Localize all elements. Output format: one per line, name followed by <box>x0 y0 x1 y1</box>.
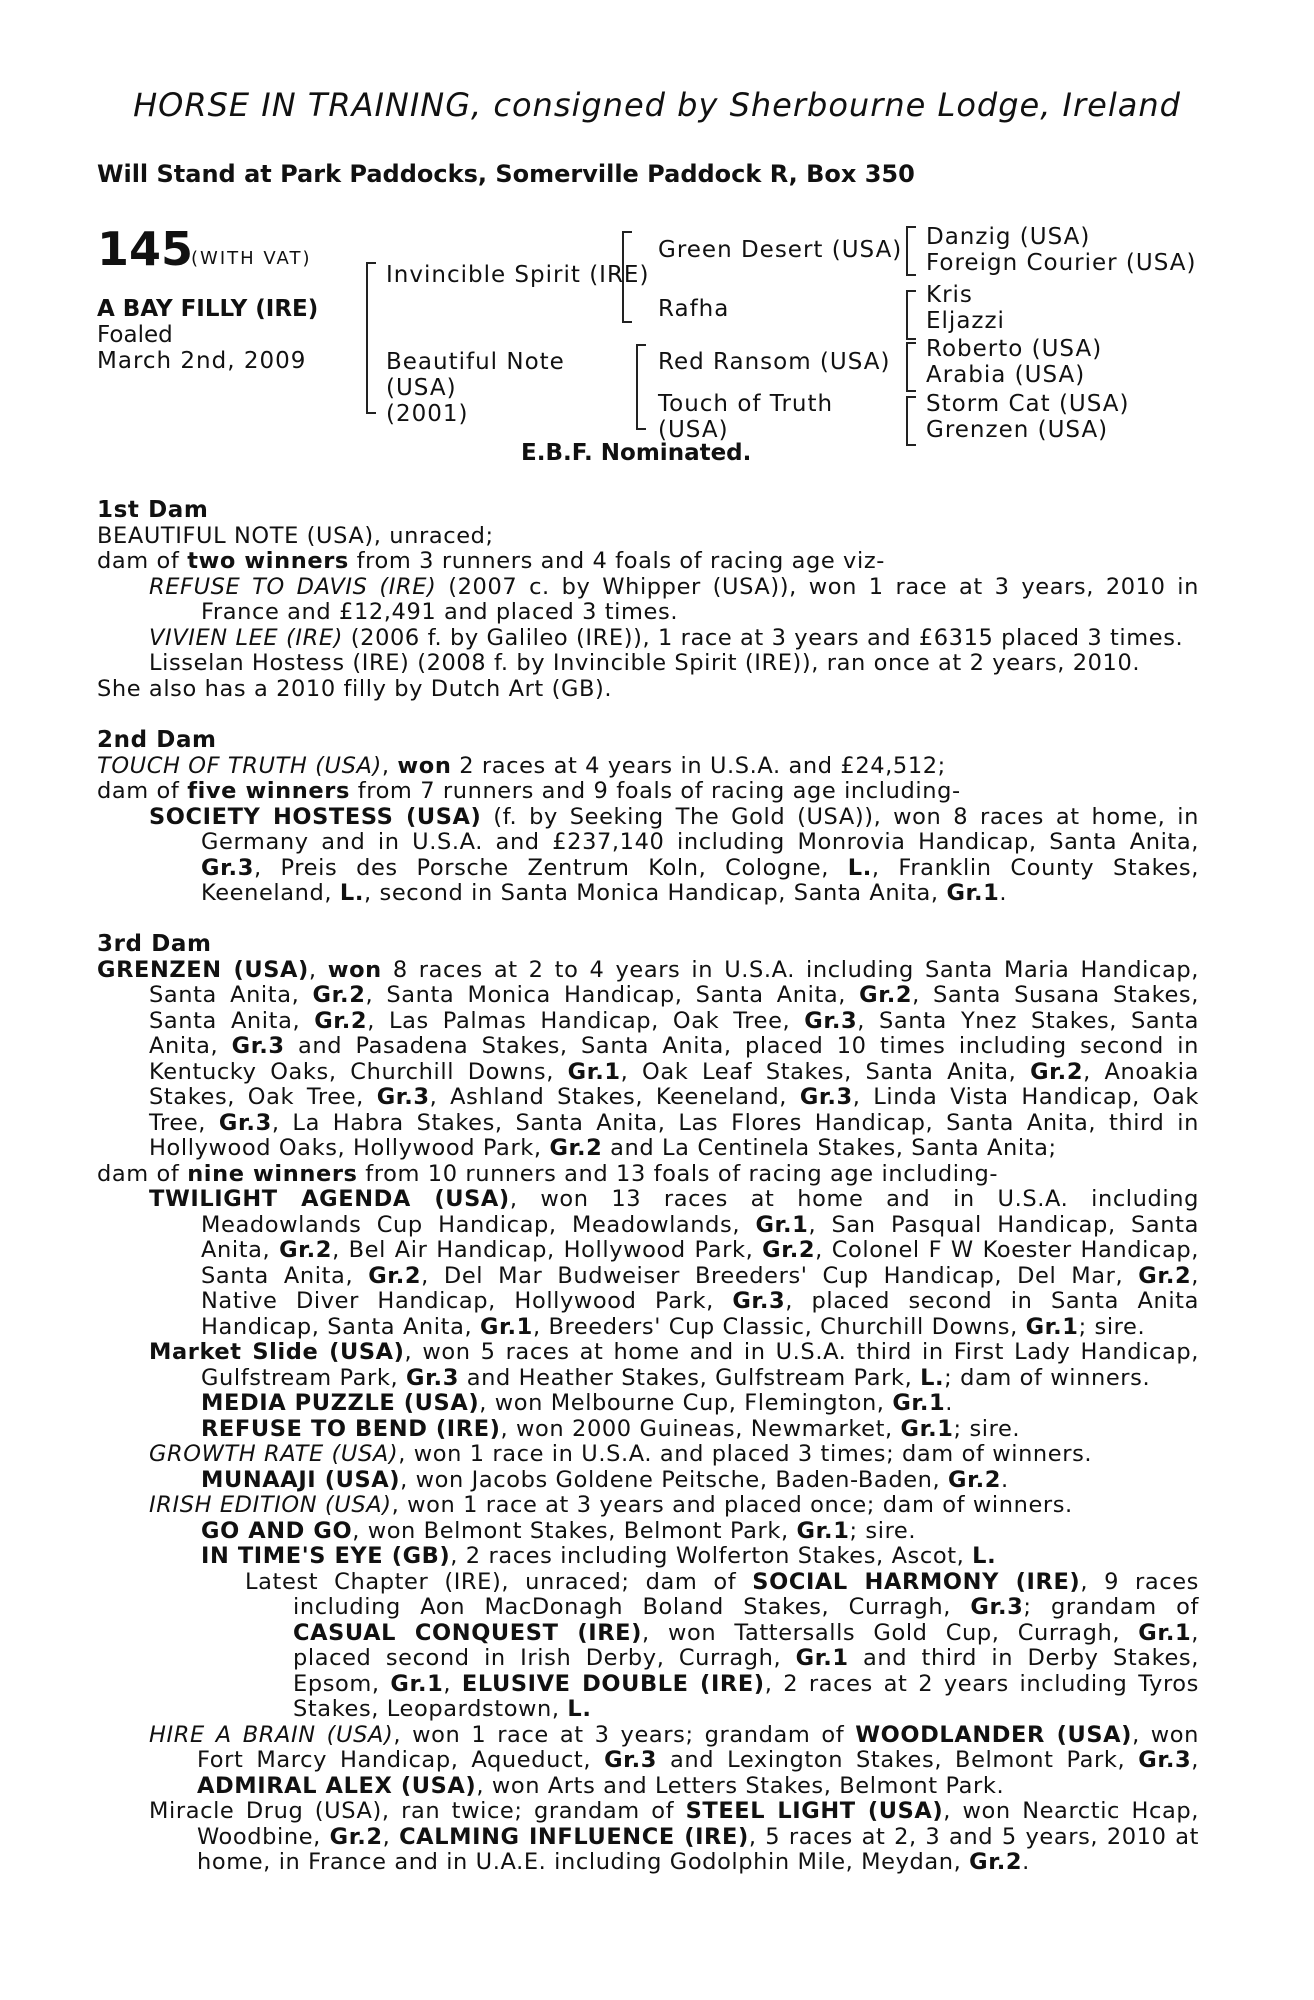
first-dam-heading: 1st Dam <box>97 497 209 523</box>
progeny-market-slide: Market Slide (USA), won 5 races at home and in U.S.A. third in First Lady Handicap, Gulfstream Park, Gr.3 and Heather Stakes, Gulfstream Park, L.; dam of winners. <box>149 1339 1199 1391</box>
progeny-munaaji: MUNAAJI (USA), won Jacobs Goldene Peitsche, Baden-Baden, Gr.2. <box>201 1466 1009 1493</box>
third-dam-produce: dam of nine winners from 10 runners and 13 foals of racing age including- <box>97 1160 999 1187</box>
pedigree-sire-sire: Green Desert (USA) <box>658 237 903 263</box>
pedigree-dam-dam-line2: (USA) <box>658 417 729 443</box>
progeny-vivien-lee: VIVIEN LEE (IRE) (2006 f. by Galileo (IRE)), 1 race at 3 years and £6315 placed 3 times. <box>149 624 1184 651</box>
first-dam-section <box>97 498 1199 702</box>
progeny-media-puzzle: MEDIA PUZZLE (USA), won Melbourne Cup, Flemington, Gr.1. <box>201 1390 954 1416</box>
second-dam-line: TOUCH OF TRUTH (USA), won 2 races at 4 years in U.S.A. and £24,512; <box>97 752 946 779</box>
third-dam-section <box>97 932 1199 1876</box>
progeny-go-and-go: GO AND GO, won Belmont Stakes, Belmont Park, Gr.1; sire. <box>201 1517 917 1544</box>
lot-number: 145 <box>97 222 194 276</box>
pedigree-dam-dam-sire: Storm Cat (USA) <box>926 391 1130 417</box>
progeny-miracle-drug: Miracle Drug (USA), ran twice; grandam of STEEL LIGHT (USA), won Nearctic Hcap, Woodbine, Gr.2, CALMING INFLUENCE (IRE), 5 races at 2, 3 and 5 years, 2010 at home, in France and in U.A.E. including Godolphin Mile, Meydan, Gr.2. <box>149 1798 1200 1875</box>
pedigree-dam-line1: Beautiful Note <box>386 349 565 375</box>
second-dam-section <box>97 728 1199 907</box>
vat-note: (WITH VAT) <box>191 248 312 269</box>
pedigree-bracket-gs1 <box>906 226 916 276</box>
first-dam-line: BEAUTIFUL NOTE (USA), unraced; <box>97 522 494 549</box>
pedigree-sire-dam-dam: Eljazzi <box>926 308 1005 334</box>
second-dam-produce: dam of five winners from 7 runners and 9 foals of racing age including- <box>97 778 961 804</box>
first-dam-note: She also has a 2010 filly by Dutch Art (GB). <box>97 675 613 702</box>
third-dam-grenzen: GRENZEN (USA), won 8 races at 2 to 4 years in U.S.A. including Santa Maria Handicap, Santa Anita, Gr.2, Santa Monica Handicap, Santa Anita, Gr.2, Santa Susana Stakes, Santa Anita, Gr.2, Las Palmas Handicap, Oak Tree, Gr.3, Santa Ynez Stakes, Santa Anita, Gr.3 and Pasadena Stakes, Santa Anita, placed 10 times including second in Kentucky Oaks, Churchill Downs, Gr.1, Oak Leaf Stakes, Santa Anita, Gr.2, Anoakia Stakes, Oak Tree, Gr.3, Ashland Stakes, Keeneland, Gr.3, Linda Vista Handicap, Oak Tree, Gr.3, La Habra Stakes, Santa Anita, Las Flores Handicap, Santa Anita, third in Hollywood Oaks, Hollywood Park, Gr.2 and La Centinela Stakes, Santa Anita; <box>97 956 1200 1161</box>
first-dam-produce: dam of two winners from 3 runners and 4 foals of racing age viz- <box>97 548 885 574</box>
third-dam-heading: 3rd Dam <box>97 931 212 957</box>
progeny-in-times-eye: IN TIME'S EYE (GB), 2 races including Wolferton Stakes, Ascot, L. <box>201 1543 997 1569</box>
progeny-lisselan-hostess: Lisselan Hostess (IRE) (2008 f. by Invincible Spirit (IRE)), ran once at 2 years, 2010. <box>149 650 1141 676</box>
pedigree-dam-dam-line1: Touch of Truth <box>658 391 834 417</box>
stand-location: Will Stand at Park Paddocks, Somerville Paddock R, Box 350 <box>97 160 915 188</box>
pedigree-sire: Invincible Spirit (IRE) <box>386 262 650 288</box>
pedigree-dam-line3: (2001) <box>386 401 469 427</box>
pedigree-dam-sire: Red Ransom (USA) <box>658 349 891 375</box>
pedigree-dam-dam-dam: Grenzen (USA) <box>926 417 1109 443</box>
pedigree-bracket-gs2 <box>906 290 916 340</box>
ebf-nominated: E.B.F. Nominated. <box>521 440 752 466</box>
pedigree-bracket-main <box>366 262 376 414</box>
pedigree-dam-line2: (USA) <box>386 375 457 401</box>
pedigree-sire-dam-sire: Kris <box>926 282 973 308</box>
pedigree-dam-sire-dam: Arabia (USA) <box>926 362 1086 388</box>
horse-name: A BAY FILLY (IRE) <box>97 296 319 322</box>
page-title: HORSE IN TRAINING, consigned by Sherbourne Lodge, Ireland <box>133 86 1181 124</box>
foaled-date: March 2nd, 2009 <box>97 348 307 374</box>
foaled-label: Foaled <box>97 322 173 348</box>
progeny-hire-a-brain: HIRE A BRAIN (USA), won 1 race at 3 years; grandam of WOODLANDER (USA), won Fort Marcy Handicap, Aqueduct, Gr.3 and Lexington Stakes, Belmont Park, Gr.3, ADMIRAL ALEX (USA), won Arts and Letters Stakes, Belmont Park. <box>149 1721 1200 1799</box>
pedigree-sire-sire-dam: Foreign Courier (USA) <box>926 250 1197 276</box>
pedigree-sire-dam: Rafha <box>658 296 730 322</box>
pedigree-bracket-dam <box>636 344 646 430</box>
progeny-refuse-to-davis: REFUSE TO DAVIS (IRE) (2007 c. by Whipper (USA)), won 1 race at 3 years, 2010 in France and £12,491 and placed 3 times. <box>149 573 1200 625</box>
pedigree-sire-sire-sire: Danzig (USA) <box>926 224 1091 250</box>
progeny-twilight-agenda: TWILIGHT AGENDA (USA), won 13 races at home and in U.S.A. including Meadowlands Cup Handicap, Meadowlands, Gr.1, San Pasqual Handicap, Santa Anita, Gr.2, Bel Air Handicap, Hollywood Park, Gr.2, Colonel F W Koester Handicap, Santa Anita, Gr.2, Del Mar Budweiser Breeders' Cup Handicap, Del Mar, Gr.2, Native Diver Handicap, Hollywood Park, Gr.3, placed second in Santa Anita Handicap, Santa Anita, Gr.1, Breeders' Cup Classic, Churchill Downs, Gr.1; sire. <box>149 1186 1199 1340</box>
progeny-latest-chapter: Latest Chapter (IRE), unraced; dam of SOCIAL HARMONY (IRE), 9 races including Aon MacDonagh Boland Stakes, Curragh, Gr.3; grandam of CASUAL CONQUEST (IRE), won Tattersalls Gold Cup, Curragh, Gr.1, placed second in Irish Derby, Curragh, Gr.1 and third in Derby Stakes, Epsom, Gr.1, ELUSIVE DOUBLE (IRE), 2 races at 2 years including Tyros Stakes, Leopardstown, L. <box>245 1568 1199 1722</box>
pedigree-dam-sire-sire: Roberto (USA) <box>926 336 1103 362</box>
progeny-society-hostess: SOCIETY HOSTESS (USA) (f. by Seeking The Gold (USA)), won 8 races at home, in Germany and in U.S.A. and £237,140 including Monrovia Handicap, Santa Anita, Gr.3, Preis des Porsche Zentrum Koln, Cologne, L., Franklin County Stakes, Keeneland, L., second in Santa Monica Handicap, Santa Anita, Gr.1. <box>149 803 1200 906</box>
second-dam-heading: 2nd Dam <box>97 727 217 753</box>
progeny-growth-rate: GROWTH RATE (USA), won 1 race in U.S.A. and placed 3 times; dam of winners. <box>149 1441 1093 1467</box>
progeny-refuse-to-bend: REFUSE TO BEND (IRE), won 2000 Guineas, Newmarket, Gr.1; sire. <box>201 1415 1021 1442</box>
pedigree-bracket-gs3 <box>906 342 916 392</box>
pedigree-bracket-gs4 <box>906 396 916 446</box>
progeny-irish-edition: IRISH EDITION (USA), won 1 race at 3 years and placed once; dam of winners. <box>149 1492 1073 1518</box>
